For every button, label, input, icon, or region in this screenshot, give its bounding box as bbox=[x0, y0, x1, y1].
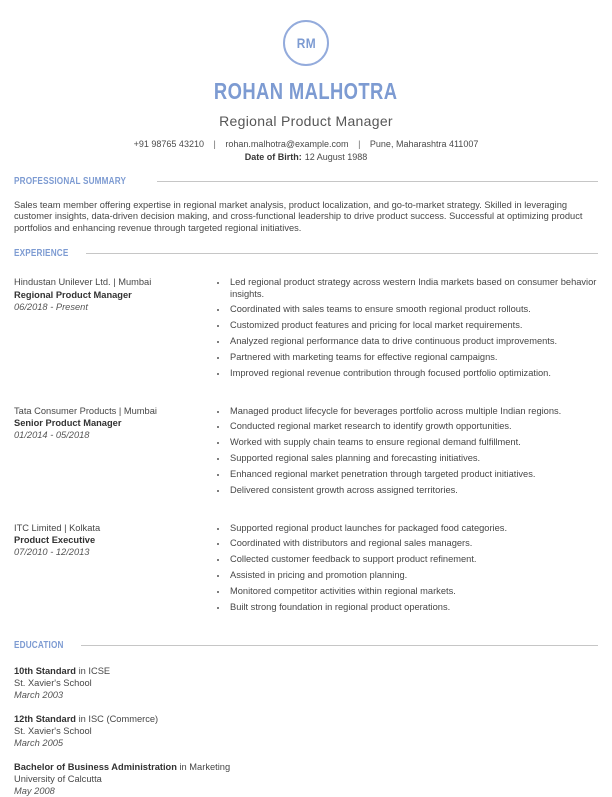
job-title: Senior Product Manager bbox=[14, 417, 204, 429]
contact-separator: | bbox=[358, 139, 360, 149]
section-heading-summary bbox=[14, 176, 598, 187]
monogram-initials: RM bbox=[296, 35, 315, 51]
monogram-avatar bbox=[283, 20, 329, 66]
job-bullet: • Collected customer feedback to support product refinement. bbox=[228, 554, 598, 565]
education-field: in ISC (Commerce) bbox=[76, 714, 158, 724]
email-address: rohan.malhotra@example.com bbox=[225, 139, 348, 149]
job-entry bbox=[14, 277, 598, 383]
education-date: May 2008 bbox=[14, 785, 598, 797]
heading-rule bbox=[157, 181, 598, 182]
education-heading-label: EDUCATION bbox=[14, 640, 64, 651]
education-field: in ICSE bbox=[76, 666, 110, 676]
education-school: University of Calcutta bbox=[14, 773, 598, 785]
job-meta bbox=[14, 406, 214, 501]
phone-number: +91 98765 43210 bbox=[134, 139, 204, 149]
location: Pune, Maharashtra 411007 bbox=[370, 139, 478, 149]
education-school: St. Xavier's School bbox=[14, 677, 598, 689]
job-meta bbox=[14, 277, 214, 383]
education-entry bbox=[14, 665, 598, 701]
experience-heading-label: EXPERIENCE bbox=[14, 248, 69, 259]
education-list bbox=[14, 665, 598, 797]
job-bullet: • Coordinated with sales teams to ensure smooth regional product rollouts. bbox=[228, 304, 598, 315]
job-bullet: • Supported regional product launches for packaged food categories. bbox=[228, 523, 598, 534]
education-date: March 2005 bbox=[14, 737, 598, 749]
candidate-name: ROHAN MALHOTRA bbox=[14, 78, 598, 105]
dob-label: Date of Birth: bbox=[245, 152, 302, 162]
job-entry bbox=[14, 523, 598, 618]
job-company: Tata Consumer Products | Mumbai bbox=[14, 406, 204, 418]
job-bullet: • Supported regional sales planning and forecasting initiatives. bbox=[228, 453, 598, 464]
job-meta bbox=[14, 523, 214, 618]
contact-line bbox=[14, 139, 598, 149]
education-date: March 2003 bbox=[14, 689, 598, 701]
job-bullet: • Analyzed regional performance data to drive continuous product improvements. bbox=[228, 336, 598, 347]
job-bullet: • Customized product features and pricing for local market requirements. bbox=[228, 320, 598, 331]
job-bullet: • Built strong foundation in regional product operations. bbox=[228, 602, 598, 613]
experience-list bbox=[14, 277, 598, 617]
job-dates: 06/2018 - Present bbox=[14, 301, 204, 313]
job-title: Product Executive bbox=[14, 534, 204, 546]
education-entry bbox=[14, 713, 598, 749]
job-bullet: • Coordinated with distributors and regional sales managers. bbox=[228, 538, 598, 549]
dob-value: 12 August 1988 bbox=[305, 152, 368, 162]
job-title: Regional Product Manager bbox=[14, 289, 204, 301]
resume-header bbox=[14, 20, 598, 162]
summary-text: Sales team member offering expertise in regional market analysis, product localization, and go-to-market strategy. Skilled in leveraging customer insights, data-driven decision making, and cross-functional leadership to drive product success. Successful at optimizing product portfolios and enhancing revenue through targeted regional initiatives. bbox=[14, 200, 598, 234]
job-bullets bbox=[214, 406, 598, 501]
job-bullet: • Led regional product strategy across western India markets based on consumer behavior insights. bbox=[228, 277, 598, 300]
job-entry bbox=[14, 406, 598, 501]
job-company: Hindustan Unilever Ltd. | Mumbai bbox=[14, 277, 204, 289]
job-bullet: • Partnered with marketing teams for effective regional campaigns. bbox=[228, 352, 598, 363]
job-company: ITC Limited | Kolkata bbox=[14, 523, 204, 535]
job-bullets bbox=[214, 277, 598, 383]
education-degree: Bachelor of Business Administration bbox=[14, 762, 177, 772]
heading-rule bbox=[81, 645, 598, 646]
education-degree-line bbox=[14, 665, 598, 677]
education-degree: 10th Standard bbox=[14, 666, 76, 676]
job-bullet: • Assisted in pricing and promotion planning. bbox=[228, 570, 598, 581]
job-bullet: • Monitored competitor activities within regional markets. bbox=[228, 586, 598, 597]
job-bullet: • Worked with supply chain teams to ensure regional demand fulfillment. bbox=[228, 437, 598, 448]
job-bullet: • Enhanced regional market penetration through targeted product initiatives. bbox=[228, 469, 598, 480]
job-bullet: • Delivered consistent growth across assigned territories. bbox=[228, 485, 598, 496]
job-bullet: • Conducted regional market research to identify growth opportunities. bbox=[228, 421, 598, 432]
section-heading-experience bbox=[14, 248, 598, 259]
job-bullets bbox=[214, 523, 598, 618]
candidate-title: Regional Product Manager bbox=[14, 113, 598, 129]
section-heading-education bbox=[14, 640, 598, 651]
contact-separator: | bbox=[213, 139, 215, 149]
education-field: in Marketing bbox=[177, 762, 230, 772]
job-dates: 07/2010 - 12/2013 bbox=[14, 546, 204, 558]
heading-rule bbox=[86, 253, 598, 254]
education-degree: 12th Standard bbox=[14, 714, 76, 724]
summary-heading-label: PROFESSIONAL SUMMARY bbox=[14, 176, 126, 187]
job-bullet: • Improved regional revenue contribution through focused portfolio optimization. bbox=[228, 368, 598, 379]
job-dates: 01/2014 - 05/2018 bbox=[14, 429, 204, 441]
date-of-birth-line bbox=[14, 152, 598, 162]
education-degree-line bbox=[14, 761, 598, 773]
education-degree-line bbox=[14, 713, 598, 725]
job-bullet: • Managed product lifecycle for beverages portfolio across multiple Indian regions. bbox=[228, 406, 598, 417]
education-school: St. Xavier's School bbox=[14, 725, 598, 737]
